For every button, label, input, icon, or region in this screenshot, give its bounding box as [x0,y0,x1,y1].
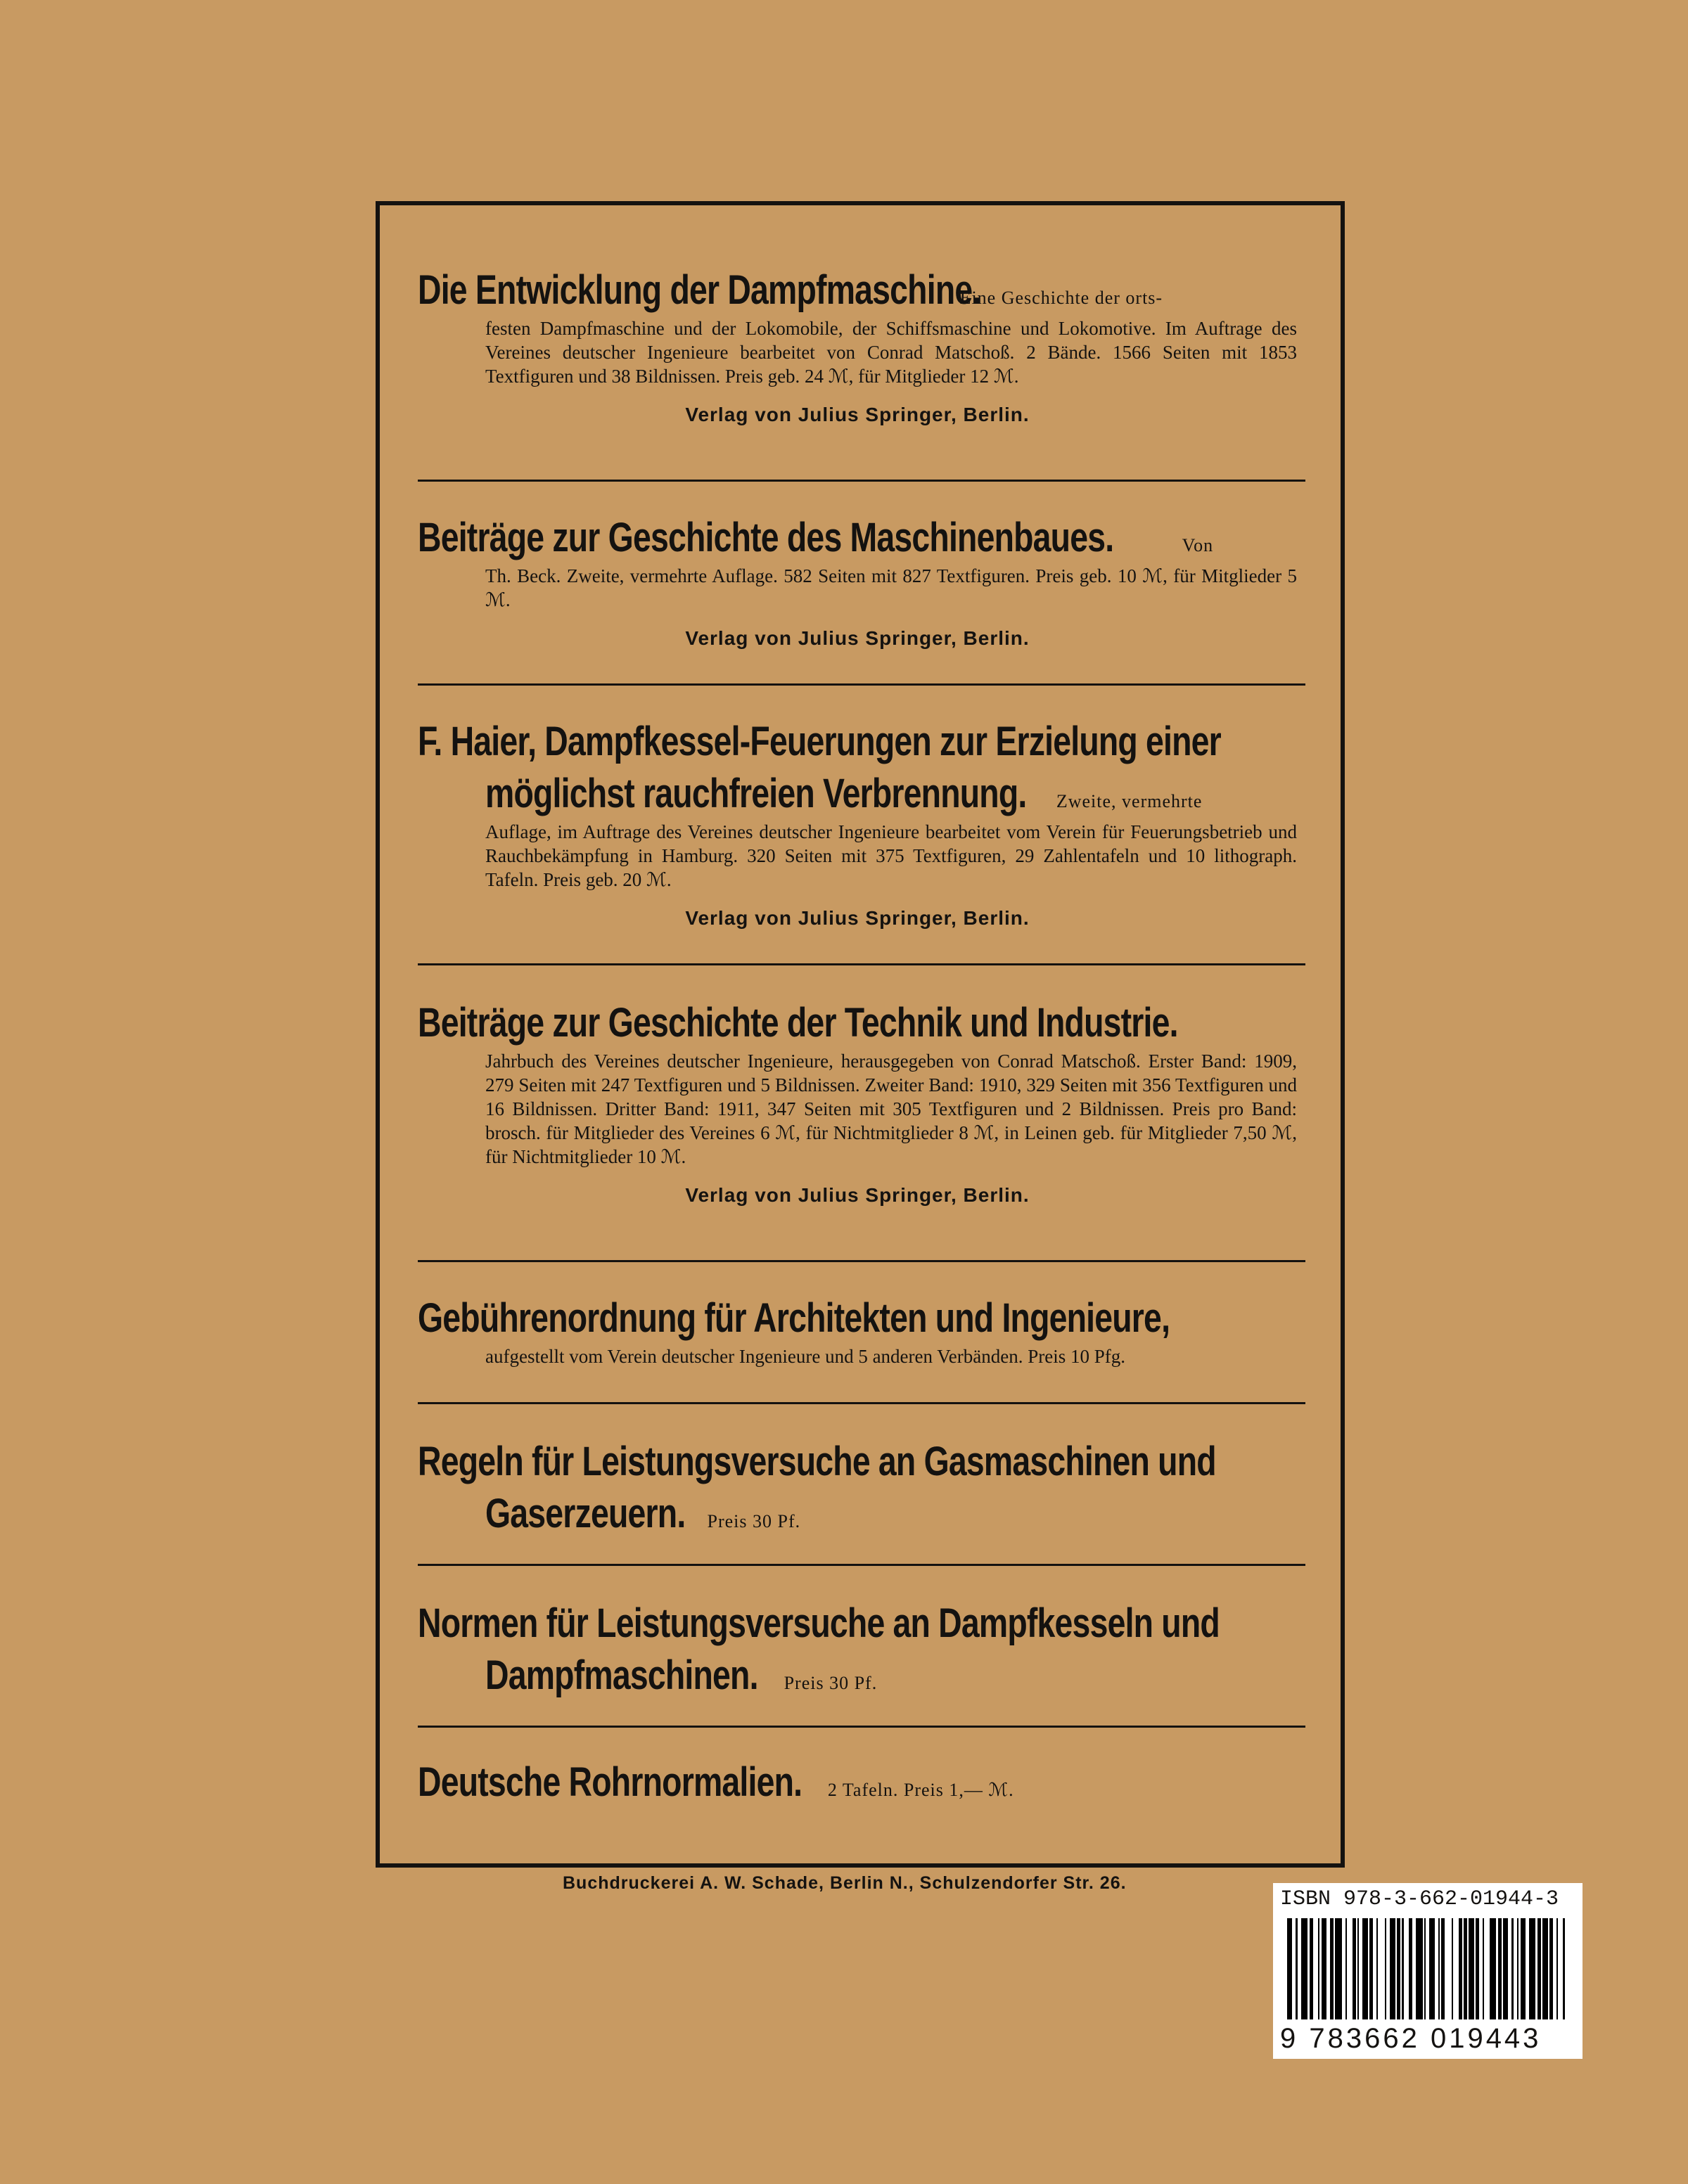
entry-normen-dampfkessel [418,1598,1297,1702]
entry-title-line2: Dampfmaschinen. [485,1652,758,1698]
printer-imprint: Buchdruckerei A. W. Schade, Berlin N., Schulzendorfer Str. 26. [563,1873,1127,1893]
isbn-barcode [1273,1883,1582,2059]
barcode-bar [1322,1918,1326,2031]
entry-description: aufgestellt vom Verein deutscher Ingenieure und 5 anderen Verbänden. Preis 10 Pfg. [485,1346,1125,1367]
entry-tail: Eine Geschichte der orts- [959,288,1163,308]
barcode-bar [1453,1918,1458,2031]
entry-title: Regeln für Leistungsversuche an Gasmaschinen und [418,1439,1216,1484]
entry-title: F. Haier, Dampfkessel-Feuerungen zur Erzielung einer [418,719,1221,764]
divider [418,1260,1305,1262]
divider [418,1726,1305,1728]
entry-publisher: Verlag von Julius Springer, Berlin. [685,404,1030,425]
advertisement-frame [376,201,1345,1868]
entry-tail: Preis 30 Pf. [784,1673,878,1693]
divider [418,1564,1305,1566]
divider [418,1402,1305,1404]
barcode-bars [1287,1918,1568,2031]
barcode-bar [1521,1918,1526,2031]
barcode-bar [1362,1918,1367,2031]
entry-technik-industrie [418,997,1297,1207]
entry-title: Deutsche Rohrnormalien. [418,1759,803,1805]
barcode-bar [1390,1918,1395,2031]
entry-publisher: Verlag von Julius Springer, Berlin. [685,1184,1030,1206]
entry-title-line2: Gaserzeuern. [485,1491,686,1536]
barcode-bar [1542,1918,1547,2031]
entry-description: festen Dampfmaschine und der Lokomobile, der Schiffsmaschine und Lokomotive. Im Auftrage des Vereines deutscher Ingenieure bearbeitet von Conrad Matschoß. 2 Bände. 1566 Seiten mit 1853 Textfiguren und 38 Bildnissen. Preis geb. 24 ℳ, für Mitglieder 12 ℳ. [485,318,1297,387]
entry-publisher: Verlag von Julius Springer, Berlin. [685,907,1030,929]
entry-regeln-gasmaschinen [418,1436,1297,1540]
entry-title: Beiträge zur Geschichte der Technik und Industrie. [418,1000,1178,1046]
entry-tail: Von [1182,535,1214,555]
isbn-label: ISBN 978-3-662-01944-3 [1280,1887,1559,1911]
entry-tail: Preis 30 Pf. [707,1511,801,1531]
entry-maschinenbau [418,512,1297,650]
divider [418,683,1305,686]
entry-title: Normen für Leistungsversuche an Dampfkesseln und [418,1600,1220,1646]
entry-description: Auflage, im Auftrage des Vereines deutscher Ingenieure bearbeitet vom Verein für Feuerungsbetrieb und Rauchbekämpfung in Hamburg. 320 Seiten mit 375 Textfiguren, 29 Zahlentafeln und 10 lithograph. Tafeln. Preis geb. 20 ℳ. [485,821,1297,890]
entry-title: Gebührenordnung für Architekten und Ingenieure, [418,1295,1170,1341]
barcode-bar [1287,1918,1292,2031]
entry-title-line2: möglichst rauchfreien Verbrennung. [485,771,1027,816]
barcode-bar [1416,1918,1423,2031]
entry-dampfkessel-feuerungen [418,716,1297,930]
barcode-bar [1484,1918,1489,2031]
barcode-bar [1490,1918,1497,2031]
entry-description: Jahrbuch des Vereines deutscher Ingenieure, herausgegeben von Conrad Matschoß. Erster Band: 1909, 279 Seiten mit 247 Textfiguren und 5 Bildnissen. Zweiter Band: 1910, 329 Seiten mit 356 Textfiguren und 16 Bildnissen. Dritter Band: 1911, 347 Seiten mit 305 Textfiguren und 2 Bildnissen. Preis pro Band: brosch. für Mitglieder des Vereines 6 ℳ, für Nichtmitglieder 8 ℳ, in Leinen geb. für Mitglieder 7,50 ℳ, für Nichtmitglieder 10 ℳ. [485,1051,1297,1167]
entry-gebuehrenordnung [418,1292,1297,1368]
entry-tail: 2 Tafeln. Preis 1,— ℳ. [827,1780,1014,1800]
entry-publisher: Verlag von Julius Springer, Berlin. [685,627,1030,649]
entry-dampfmaschine [418,264,1297,426]
entry-title: Die Entwicklung der Dampfmaschine. [418,267,981,313]
barcode-bar [1404,1918,1409,2031]
entry-description: Th. Beck. Zweite, vermehrte Auflage. 582 Seiten mit 827 Textfiguren. Preis geb. 10 ℳ, für Mitglieder 5 ℳ. [485,565,1297,610]
divider [418,480,1305,482]
barcode-bar [1558,1918,1563,2031]
barcode-bar [1301,1918,1308,2031]
barcode-bar [1429,1918,1434,2031]
divider [418,963,1305,965]
barcode-bar [1313,1918,1318,2031]
ean-digits: 9 783662 019443 [1280,2019,1582,2057]
barcode-bar [1469,1918,1473,2031]
barcode-bar [1347,1918,1352,2031]
barcode-bar [1529,1918,1536,2031]
barcode-bar [1503,1918,1508,2031]
barcode-bar [1335,1918,1342,2031]
barcode-bar [1445,1918,1452,2031]
barcode-bar [1565,1918,1568,2031]
entry-rohrnormalien [418,1756,1297,1809]
entry-tail: Zweite, vermehrte [1056,791,1203,811]
barcode-bar [1378,1918,1385,2031]
entry-title: Beiträge zur Geschichte des Maschinenbaues. [418,515,1114,560]
